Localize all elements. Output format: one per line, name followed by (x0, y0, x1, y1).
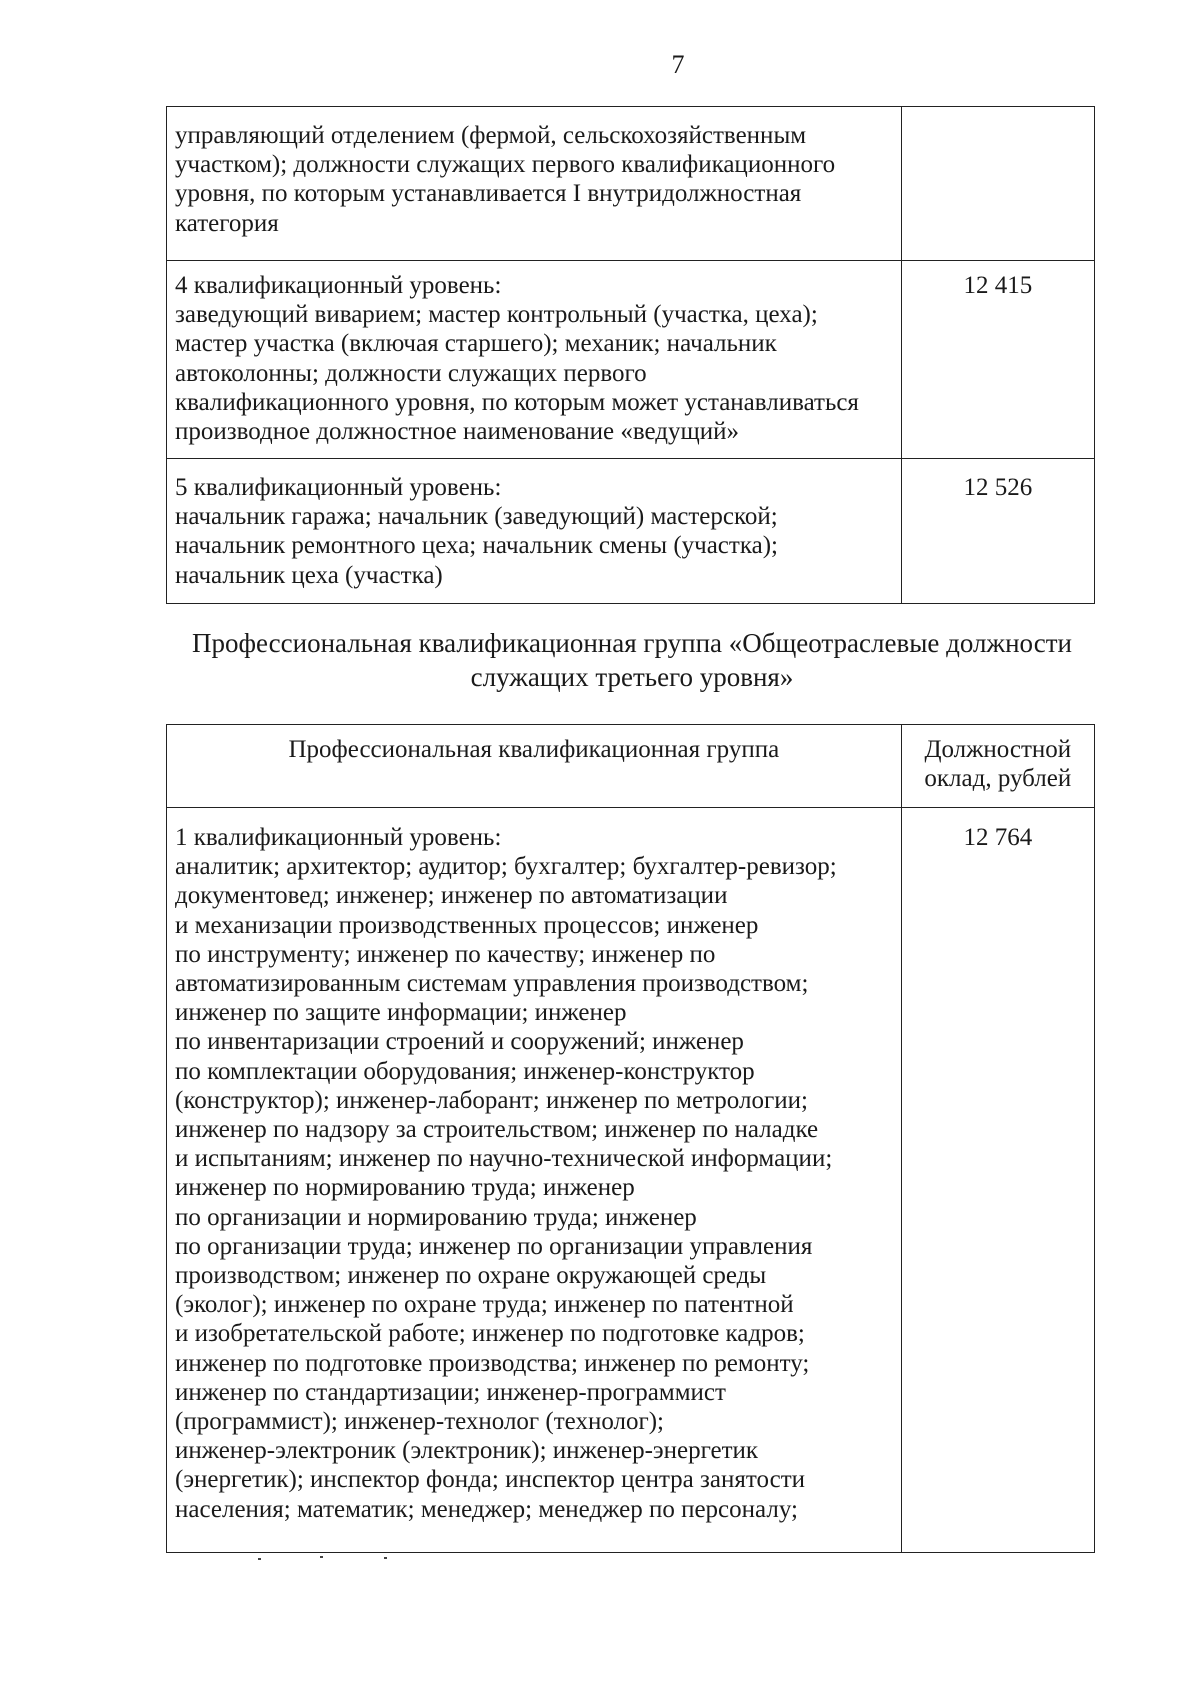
position-description-cell: 5 квалификационный уровень: начальник гаража; начальник (заведующий) мастерской; начальник ремонтного цеха; начальник смены (участка); начальник цеха (участка) (167, 459, 902, 604)
table-row (167, 459, 1095, 604)
salary-cell: 12 415 (901, 261, 1094, 459)
scan-marks (258, 1556, 398, 1564)
salary-table (166, 724, 1095, 1553)
salary-cell: 12 526 (901, 459, 1094, 604)
position-description-cell: 4 квалификационный уровень: заведующий виварием; мастер контрольный (участка, цеха); мастер участка (включая старшего); механик; начальник автоколонны; должности служащих первого квалификационного уровня, по которым может устанавливаться производное должностное наименование «ведущий» (167, 261, 902, 459)
column-header-group: Профессиональная квалификационная группа (167, 725, 902, 808)
table-row (167, 107, 1095, 261)
page-number: 7 (671, 50, 685, 79)
table-header-row (167, 725, 1095, 808)
column-header-salary: Должностной оклад, рублей (901, 725, 1094, 808)
position-description-cell: управляющий отделением (фермой, сельскохозяйственным участком); должности служащих первого квалификационного уровня, по которым устанавливается I внутридолжностная категория (167, 107, 902, 261)
table-row (167, 808, 1095, 1553)
salary-cell: 12 764 (901, 808, 1094, 1553)
table-row (167, 261, 1095, 459)
section-title: Профессиональная квалификационная группа «Общеотраслевые должности служащих третьего уровня» (192, 628, 1072, 692)
salary-cell (901, 107, 1094, 261)
salary-table-continued (166, 106, 1095, 604)
position-description-cell: 1 квалификационный уровень: аналитик; архитектор; аудитор; бухгалтер; бухгалтер-ревизор; документовед; инженер; инженер по автоматизации и механизации производственных процессов; инженер по инструменту; инженер по качеству; инженер по автоматизированным системам управления производством; инженер по защите информации; инженер по инвентаризации строений и сооружений; инженер по комплектации оборудования; инженер-конструктор (конструктор); инженер-лаборант; инженер по метрологии; инженер по надзору за строительством; инженер по наладке и испытаниям; инженер по научно-технической информации; инженер по нормированию труда; инженер по организации и нормированию труда; инженер по организации труда; инженер по организации управления производством; инженер по охране окружающей среды (эколог); инженер по охране труда; инженер по патентной и изобретательской работе; инженер по подготовке кадров; инженер по подготовке производства; инженер по ремонту; инженер по стандартизации; инженер-программист (программист); инженер-технолог (технолог); инженер-электроник (электроник); инженер-энергетик (энергетик); инспектор фонда; инспектор центра занятости населения; математик; менеджер; менеджер по персоналу; (167, 808, 902, 1553)
